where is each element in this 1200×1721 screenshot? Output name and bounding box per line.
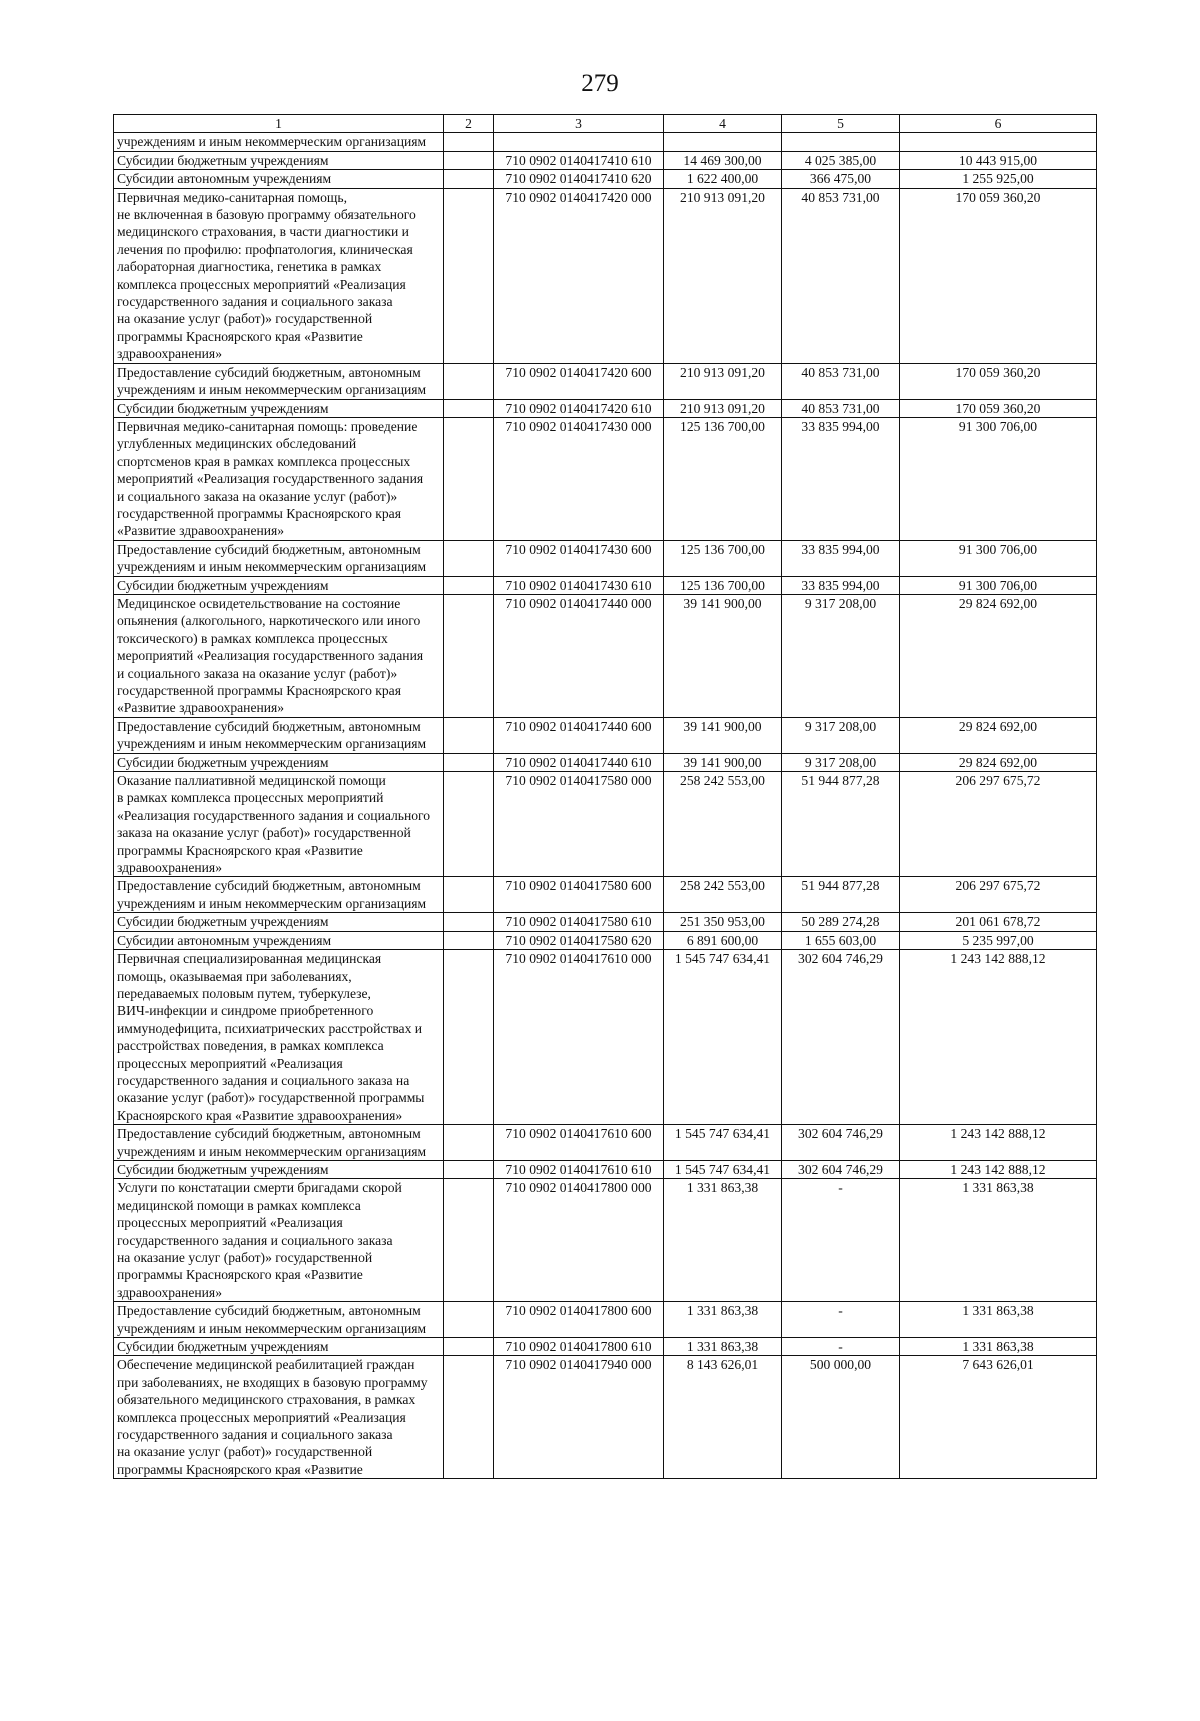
row-value-4-cell: 1 545 747 634,41 bbox=[664, 1160, 782, 1178]
table-row bbox=[114, 399, 1097, 417]
row-value-6-cell: 29 824 692,00 bbox=[900, 717, 1097, 753]
row-name-cell: Субсидии бюджетным учреждениям bbox=[114, 399, 444, 417]
row-value-5-cell: 9 317 208,00 bbox=[782, 717, 900, 753]
row-value-6-cell: 201 061 678,72 bbox=[900, 913, 1097, 931]
row-col2-cell bbox=[444, 931, 494, 949]
row-col2-cell bbox=[444, 753, 494, 771]
row-name-cell: Субсидии бюджетным учреждениям bbox=[114, 753, 444, 771]
row-code-cell: 710 0902 0140417610 610 bbox=[494, 1160, 664, 1178]
row-name-cell: Услуги по констатации смерти бригадами скорой медицинской помощи в рамках комплекса процессных мероприятий «Реализация государственного задания и социального заказа на оказание услуг (работ)» государственной программы Красноярского края «Развитие здравоохранения» bbox=[114, 1179, 444, 1302]
row-code-cell: 710 0902 0140417410 610 bbox=[494, 151, 664, 169]
row-name-cell: Медицинское освидетельствование на состояние опьянения (алкогольного, наркотического или иного токсического) в рамках комплекса процессных мероприятий «Реализация государственного задания и социального заказа на оказание услуг (работ)» государственной программы Красноярского края «Развитие здравоохранения» bbox=[114, 594, 444, 717]
row-value-5-cell: 500 000,00 bbox=[782, 1356, 900, 1479]
row-value-5-cell: 366 475,00 bbox=[782, 170, 900, 188]
row-code-cell: 710 0902 0140417580 000 bbox=[494, 772, 664, 877]
table-row bbox=[114, 1356, 1097, 1479]
row-code-cell: 710 0902 0140417410 620 bbox=[494, 170, 664, 188]
row-value-5-cell: 302 604 746,29 bbox=[782, 950, 900, 1125]
row-code-cell: 710 0902 0140417440 610 bbox=[494, 753, 664, 771]
row-code-cell: 710 0902 0140417440 000 bbox=[494, 594, 664, 717]
table-row bbox=[114, 1125, 1097, 1161]
table-row bbox=[114, 913, 1097, 931]
row-value-4-cell: 258 242 553,00 bbox=[664, 772, 782, 877]
row-name-cell: Субсидии бюджетным учреждениям bbox=[114, 1338, 444, 1356]
row-value-4-cell: 125 136 700,00 bbox=[664, 417, 782, 540]
row-value-5-cell: 33 835 994,00 bbox=[782, 540, 900, 576]
row-col2-cell bbox=[444, 913, 494, 931]
row-value-6-cell: 10 443 915,00 bbox=[900, 151, 1097, 169]
table-row bbox=[114, 1338, 1097, 1356]
table-row bbox=[114, 717, 1097, 753]
row-value-5-cell: 9 317 208,00 bbox=[782, 753, 900, 771]
row-value-4-cell: 14 469 300,00 bbox=[664, 151, 782, 169]
row-name-cell: Субсидии бюджетным учреждениям bbox=[114, 1160, 444, 1178]
row-value-6-cell: 170 059 360,20 bbox=[900, 363, 1097, 399]
table-row bbox=[114, 576, 1097, 594]
row-col2-cell bbox=[444, 1338, 494, 1356]
row-value-6-cell: 1 331 863,38 bbox=[900, 1179, 1097, 1302]
row-value-4-cell: 125 136 700,00 bbox=[664, 540, 782, 576]
table-row bbox=[114, 540, 1097, 576]
table-header-row bbox=[114, 115, 1097, 133]
row-code-cell: 710 0902 0140417800 600 bbox=[494, 1302, 664, 1338]
row-value-4-cell: 1 545 747 634,41 bbox=[664, 950, 782, 1125]
row-name-cell: Оказание паллиативной медицинской помощи в рамках комплекса процессных мероприятий «Реализация государственного задания и социального заказа на оказание услуг (работ)» государственной программы Красноярского края «Развитие здравоохранения» bbox=[114, 772, 444, 877]
table-row bbox=[114, 594, 1097, 717]
row-value-4-cell: 39 141 900,00 bbox=[664, 717, 782, 753]
row-name-cell: Предоставление субсидий бюджетным, автономным учреждениям и иным некоммерческим организациям bbox=[114, 363, 444, 399]
row-value-6-cell: 7 643 626,01 bbox=[900, 1356, 1097, 1479]
row-name-cell: Предоставление субсидий бюджетным, автономным учреждениям и иным некоммерческим организациям bbox=[114, 540, 444, 576]
row-value-4-cell: 8 143 626,01 bbox=[664, 1356, 782, 1479]
table-row bbox=[114, 188, 1097, 363]
header-cell-6: 6 bbox=[900, 115, 1097, 133]
row-value-5-cell: 33 835 994,00 bbox=[782, 417, 900, 540]
row-code-cell: 710 0902 0140417940 000 bbox=[494, 1356, 664, 1479]
row-col2-cell bbox=[444, 417, 494, 540]
row-value-4-cell: 1 331 863,38 bbox=[664, 1338, 782, 1356]
row-value-6-cell: 1 331 863,38 bbox=[900, 1302, 1097, 1338]
row-value-6-cell: 1 331 863,38 bbox=[900, 1338, 1097, 1356]
row-name-cell: Первичная медико-санитарная помощь, не включенная в базовую программу обязательного медицинского страхования, в части диагностики и лечения по профилю: профпатология, клиническая лабораторная диагностика, генетика в рамках комплекса процессных мероприятий «Реализация государственного задания и социального заказа на оказание услуг (работ)» государственной программы Красноярского края «Развитие здравоохранения» bbox=[114, 188, 444, 363]
row-value-6-cell bbox=[900, 133, 1097, 151]
row-code-cell: 710 0902 0140417800 610 bbox=[494, 1338, 664, 1356]
row-col2-cell bbox=[444, 151, 494, 169]
header-cell-5: 5 bbox=[782, 115, 900, 133]
table-body bbox=[114, 115, 1097, 1479]
row-col2-cell bbox=[444, 1302, 494, 1338]
table-row bbox=[114, 753, 1097, 771]
table-row bbox=[114, 170, 1097, 188]
row-col2-cell bbox=[444, 170, 494, 188]
row-value-6-cell: 1 243 142 888,12 bbox=[900, 1125, 1097, 1161]
row-col2-cell bbox=[444, 717, 494, 753]
row-value-5-cell: 40 853 731,00 bbox=[782, 399, 900, 417]
row-col2-cell bbox=[444, 772, 494, 877]
row-value-4-cell: 39 141 900,00 bbox=[664, 753, 782, 771]
row-value-5-cell: 40 853 731,00 bbox=[782, 188, 900, 363]
row-value-4-cell: 125 136 700,00 bbox=[664, 576, 782, 594]
row-value-6-cell: 1 255 925,00 bbox=[900, 170, 1097, 188]
row-value-5-cell: - bbox=[782, 1179, 900, 1302]
row-value-6-cell: 170 059 360,20 bbox=[900, 399, 1097, 417]
table-row bbox=[114, 772, 1097, 877]
row-col2-cell bbox=[444, 594, 494, 717]
row-name-cell: Предоставление субсидий бюджетным, автономным учреждениям и иным некоммерческим организациям bbox=[114, 717, 444, 753]
row-col2-cell bbox=[444, 540, 494, 576]
table-row bbox=[114, 931, 1097, 949]
header-cell-4: 4 bbox=[664, 115, 782, 133]
row-value-6-cell: 5 235 997,00 bbox=[900, 931, 1097, 949]
row-value-4-cell: 1 331 863,38 bbox=[664, 1179, 782, 1302]
row-value-4-cell: 1 331 863,38 bbox=[664, 1302, 782, 1338]
row-code-cell: 710 0902 0140417800 000 bbox=[494, 1179, 664, 1302]
row-value-4-cell: 210 913 091,20 bbox=[664, 399, 782, 417]
row-name-cell: Субсидии автономным учреждениям bbox=[114, 170, 444, 188]
table-row bbox=[114, 950, 1097, 1125]
table-row bbox=[114, 151, 1097, 169]
row-col2-cell bbox=[444, 877, 494, 913]
row-code-cell: 710 0902 0140417610 600 bbox=[494, 1125, 664, 1161]
row-col2-cell bbox=[444, 1356, 494, 1479]
budget-table bbox=[113, 114, 1097, 1479]
row-value-5-cell: - bbox=[782, 1338, 900, 1356]
row-name-cell: Субсидии бюджетным учреждениям bbox=[114, 576, 444, 594]
row-code-cell: 710 0902 0140417420 000 bbox=[494, 188, 664, 363]
row-col2-cell bbox=[444, 1179, 494, 1302]
row-code-cell: 710 0902 0140417430 610 bbox=[494, 576, 664, 594]
table-row bbox=[114, 1302, 1097, 1338]
row-value-5-cell: 40 853 731,00 bbox=[782, 363, 900, 399]
row-value-5-cell: 9 317 208,00 bbox=[782, 594, 900, 717]
row-value-6-cell: 91 300 706,00 bbox=[900, 540, 1097, 576]
row-value-5-cell: 50 289 274,28 bbox=[782, 913, 900, 931]
row-code-cell: 710 0902 0140417430 600 bbox=[494, 540, 664, 576]
row-col2-cell bbox=[444, 188, 494, 363]
row-value-6-cell: 170 059 360,20 bbox=[900, 188, 1097, 363]
table-row bbox=[114, 877, 1097, 913]
row-value-6-cell: 1 243 142 888,12 bbox=[900, 1160, 1097, 1178]
header-cell-2: 2 bbox=[444, 115, 494, 133]
row-value-5-cell: 33 835 994,00 bbox=[782, 576, 900, 594]
row-col2-cell bbox=[444, 363, 494, 399]
row-value-5-cell: 4 025 385,00 bbox=[782, 151, 900, 169]
table-row bbox=[114, 1179, 1097, 1302]
row-name-cell: Субсидии автономным учреждениям bbox=[114, 931, 444, 949]
row-name-cell: Предоставление субсидий бюджетным, автономным учреждениям и иным некоммерческим организациям bbox=[114, 1125, 444, 1161]
row-name-cell: Первичная специализированная медицинская помощь, оказываемая при заболеваниях, передаваемых половым путем, туберкулезе, ВИЧ-инфекции и синдроме приобретенного иммунодефицита, психиатрических расстройствах и расстройствах поведения, в рамках комплекса процессных мероприятий «Реализация государственного задания и социального заказа на оказание услуг (работ)» государственной программы Красноярского края «Развитие здравоохранения» bbox=[114, 950, 444, 1125]
row-value-6-cell: 206 297 675,72 bbox=[900, 877, 1097, 913]
row-name-cell: Предоставление субсидий бюджетным, автономным учреждениям и иным некоммерческим организациям bbox=[114, 877, 444, 913]
row-value-6-cell: 91 300 706,00 bbox=[900, 576, 1097, 594]
row-code-cell bbox=[494, 133, 664, 151]
row-value-4-cell bbox=[664, 133, 782, 151]
row-code-cell: 710 0902 0140417580 610 bbox=[494, 913, 664, 931]
row-col2-cell bbox=[444, 1125, 494, 1161]
table-row bbox=[114, 133, 1097, 151]
row-value-6-cell: 206 297 675,72 bbox=[900, 772, 1097, 877]
row-value-5-cell: 302 604 746,29 bbox=[782, 1125, 900, 1161]
row-value-4-cell: 258 242 553,00 bbox=[664, 877, 782, 913]
row-col2-cell bbox=[444, 133, 494, 151]
row-value-4-cell: 210 913 091,20 bbox=[664, 188, 782, 363]
row-value-4-cell: 210 913 091,20 bbox=[664, 363, 782, 399]
row-value-5-cell: 1 655 603,00 bbox=[782, 931, 900, 949]
row-value-5-cell bbox=[782, 133, 900, 151]
row-col2-cell bbox=[444, 950, 494, 1125]
row-name-cell: Обеспечение медицинской реабилитацией граждан при заболеваниях, не входящих в базовую программу обязательного медицинского страхования, в рамках комплекса процессных мероприятий «Реализация государственного задания и социального заказа на оказание услуг (работ)» государственной программы Красноярского края «Развитие bbox=[114, 1356, 444, 1479]
row-value-5-cell: 302 604 746,29 bbox=[782, 1160, 900, 1178]
row-col2-cell bbox=[444, 576, 494, 594]
row-col2-cell bbox=[444, 1160, 494, 1178]
row-name-cell: Первичная медико-санитарная помощь: проведение углубленных медицинских обследований спортсменов края в рамках комплекса процессных мероприятий «Реализация государственного задания и социального заказа на оказание услуг (работ)» государственной программы Красноярского края «Развитие здравоохранения» bbox=[114, 417, 444, 540]
row-code-cell: 710 0902 0140417610 000 bbox=[494, 950, 664, 1125]
row-value-6-cell: 1 243 142 888,12 bbox=[900, 950, 1097, 1125]
row-value-4-cell: 6 891 600,00 bbox=[664, 931, 782, 949]
row-code-cell: 710 0902 0140417430 000 bbox=[494, 417, 664, 540]
row-code-cell: 710 0902 0140417580 600 bbox=[494, 877, 664, 913]
page-number: 279 bbox=[581, 70, 619, 97]
row-value-5-cell: 51 944 877,28 bbox=[782, 877, 900, 913]
header-cell-3: 3 bbox=[494, 115, 664, 133]
table-row bbox=[114, 363, 1097, 399]
row-code-cell: 710 0902 0140417420 610 bbox=[494, 399, 664, 417]
row-value-6-cell: 91 300 706,00 bbox=[900, 417, 1097, 540]
row-value-5-cell: 51 944 877,28 bbox=[782, 772, 900, 877]
row-code-cell: 710 0902 0140417440 600 bbox=[494, 717, 664, 753]
row-name-cell: Субсидии бюджетным учреждениям bbox=[114, 913, 444, 931]
row-name-cell: учреждениям и иным некоммерческим организациям bbox=[114, 133, 444, 151]
row-col2-cell bbox=[444, 399, 494, 417]
row-value-4-cell: 1 622 400,00 bbox=[664, 170, 782, 188]
row-value-4-cell: 251 350 953,00 bbox=[664, 913, 782, 931]
row-value-5-cell: - bbox=[782, 1302, 900, 1338]
row-value-6-cell: 29 824 692,00 bbox=[900, 753, 1097, 771]
row-code-cell: 710 0902 0140417420 600 bbox=[494, 363, 664, 399]
row-name-cell: Субсидии бюджетным учреждениям bbox=[114, 151, 444, 169]
table-row bbox=[114, 1160, 1097, 1178]
row-code-cell: 710 0902 0140417580 620 bbox=[494, 931, 664, 949]
header-cell-1: 1 bbox=[114, 115, 444, 133]
row-name-cell: Предоставление субсидий бюджетным, автономным учреждениям и иным некоммерческим организациям bbox=[114, 1302, 444, 1338]
row-value-4-cell: 1 545 747 634,41 bbox=[664, 1125, 782, 1161]
table-row bbox=[114, 417, 1097, 540]
row-value-6-cell: 29 824 692,00 bbox=[900, 594, 1097, 717]
row-value-4-cell: 39 141 900,00 bbox=[664, 594, 782, 717]
